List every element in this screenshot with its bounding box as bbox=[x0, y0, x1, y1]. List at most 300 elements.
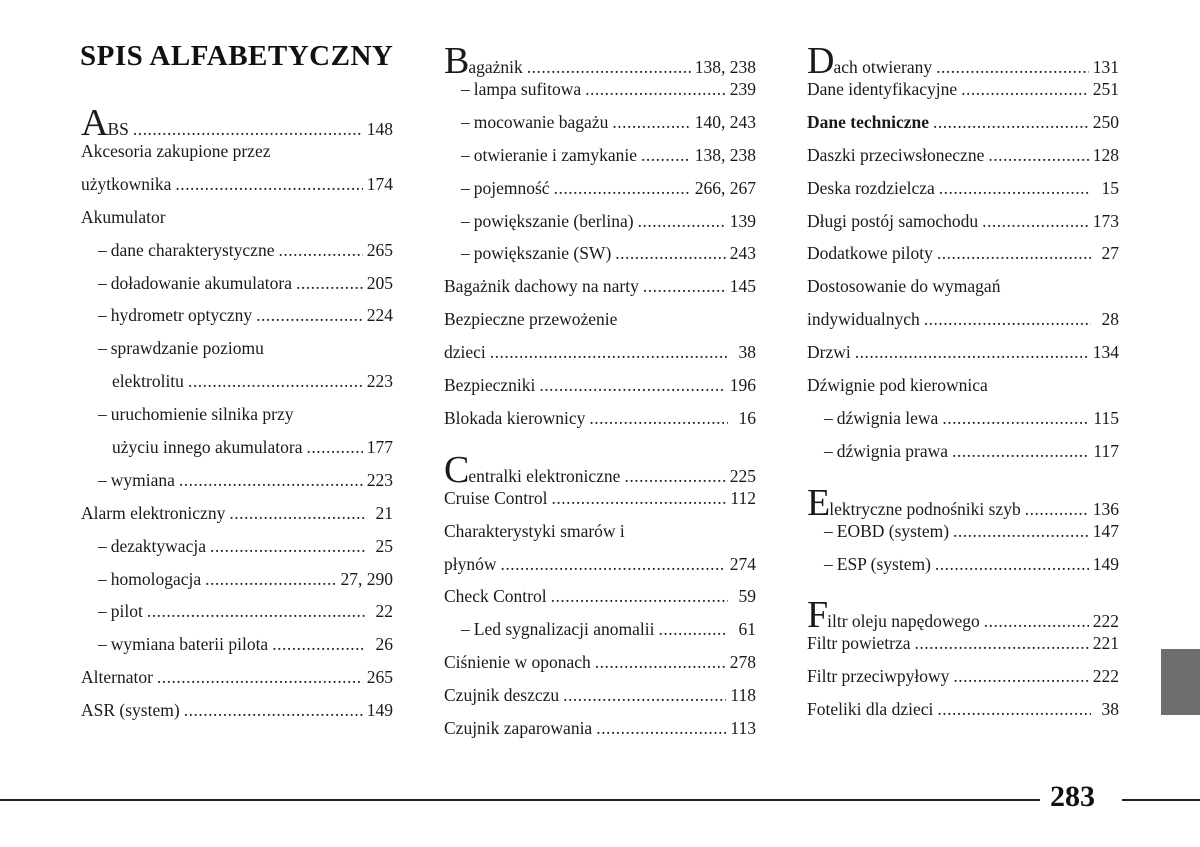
index-entry-text: powiększanie (SW) bbox=[473, 243, 612, 264]
dot-leader bbox=[952, 441, 1089, 462]
dot-leader bbox=[272, 634, 365, 655]
dot-leader bbox=[278, 240, 362, 261]
dot-leader bbox=[659, 619, 728, 640]
index-entry-label-rest: entralki elektroniczne bbox=[468, 465, 621, 486]
index-entry-label bbox=[807, 666, 949, 687]
index-entry-text: uruchomienie silnika przy bbox=[110, 404, 294, 425]
index-entry-label bbox=[807, 145, 984, 166]
index-entry-label bbox=[98, 240, 274, 261]
sub-entry-dash: – bbox=[824, 407, 833, 428]
index-entry-page: 222 bbox=[1092, 666, 1119, 687]
index-entry-page: 251 bbox=[1092, 79, 1119, 99]
index-entry bbox=[444, 79, 756, 112]
dot-leader bbox=[612, 112, 690, 133]
index-entry-text: Czujnik deszczu bbox=[444, 685, 560, 706]
index-entry-label bbox=[444, 42, 523, 80]
dot-leader bbox=[984, 611, 1089, 632]
index-entry bbox=[444, 619, 756, 652]
index-entry bbox=[81, 371, 393, 404]
index-entry bbox=[807, 408, 1119, 441]
index-entry-page: 138, 238 bbox=[694, 144, 756, 165]
index-entry-page: 112 bbox=[730, 487, 756, 508]
dot-leader bbox=[256, 305, 363, 326]
index-entry bbox=[807, 554, 1119, 587]
index-entry-text: Drzwi bbox=[807, 342, 851, 363]
sub-entry-dash: – bbox=[461, 243, 470, 264]
index-entry-label bbox=[807, 594, 980, 637]
dot-leader bbox=[624, 466, 725, 487]
dot-leader bbox=[937, 243, 1091, 264]
dot-leader bbox=[307, 437, 363, 458]
index-entry-text: homologacja bbox=[110, 568, 202, 589]
index-entry-label bbox=[444, 276, 639, 297]
index-entry-text: hydrometr optyczny bbox=[110, 305, 253, 326]
index-entry-label bbox=[81, 667, 153, 688]
index-column-3 bbox=[807, 42, 1119, 732]
index-entry-label bbox=[807, 243, 933, 264]
index-entry-text: Dodatkowe piloty bbox=[807, 243, 933, 264]
index-entry-page: 15 bbox=[1101, 177, 1119, 198]
dot-leader bbox=[563, 685, 726, 706]
sub-entry-dash: – bbox=[824, 440, 833, 461]
index-entry-label bbox=[81, 141, 270, 162]
index-entry-text: Blokada kierownicy bbox=[444, 407, 586, 428]
index-entry-label bbox=[444, 309, 617, 330]
dot-leader bbox=[147, 601, 365, 622]
section-initial-letter: F bbox=[807, 594, 828, 637]
index-entry-label bbox=[824, 441, 948, 462]
index-entry-label bbox=[807, 633, 911, 654]
dot-leader bbox=[855, 342, 1089, 363]
footer-rule bbox=[0, 799, 1040, 801]
index-entry-label bbox=[98, 536, 206, 557]
index-entry-label-rest: BS bbox=[107, 119, 129, 139]
index-entry bbox=[807, 594, 1119, 637]
dot-leader bbox=[554, 178, 691, 199]
index-entry bbox=[81, 174, 393, 207]
index-entry-text: ESP (system) bbox=[836, 553, 931, 574]
index-entry bbox=[81, 667, 393, 700]
index-entry-page: 266, 267 bbox=[694, 177, 756, 198]
index-entry-page: 149 bbox=[1092, 553, 1119, 574]
index-entry-label bbox=[444, 685, 559, 706]
index-entry-page: 145 bbox=[729, 276, 756, 297]
sub-entry-dash: – bbox=[98, 404, 107, 425]
dot-leader bbox=[585, 79, 726, 100]
sub-entry-dash: – bbox=[98, 305, 107, 326]
index-entry-text: płynów bbox=[444, 553, 497, 574]
index-entry-label bbox=[824, 408, 938, 429]
index-entry-label bbox=[444, 554, 497, 575]
index-entry-text: sprawdzanie poziomu bbox=[110, 338, 264, 359]
index-entry-page: 147 bbox=[1092, 520, 1119, 541]
index-entry bbox=[444, 309, 756, 342]
index-entry bbox=[444, 276, 756, 309]
dot-leader bbox=[915, 633, 1089, 654]
index-entry-text: lampa sufitowa bbox=[473, 79, 582, 99]
index-entry bbox=[444, 521, 756, 554]
dot-leader bbox=[205, 569, 336, 590]
index-entry bbox=[444, 112, 756, 145]
index-entry bbox=[444, 145, 756, 178]
index-entry-label bbox=[98, 305, 252, 326]
index-entry bbox=[444, 586, 756, 619]
dot-leader bbox=[175, 174, 362, 195]
index-entry-page: 38 bbox=[1101, 699, 1119, 720]
dot-leader bbox=[501, 554, 726, 575]
index-entry-text: pojemność bbox=[473, 177, 550, 198]
index-entry-page: 225 bbox=[729, 465, 756, 486]
sub-entry-dash: – bbox=[461, 619, 470, 640]
index-entry bbox=[444, 652, 756, 685]
index-entry bbox=[807, 145, 1119, 178]
index-entry bbox=[807, 243, 1119, 276]
index-entry bbox=[807, 633, 1119, 666]
index-entry-text: ASR (system) bbox=[81, 700, 180, 721]
index-entry-page: 278 bbox=[729, 652, 756, 673]
section-initial-letter: D bbox=[807, 40, 834, 82]
index-entry-label bbox=[444, 448, 621, 491]
index-entry bbox=[81, 102, 393, 144]
index-entry-text: doładowanie akumulatora bbox=[110, 272, 293, 293]
index-entry bbox=[81, 240, 393, 273]
index-entry-label bbox=[444, 586, 547, 607]
index-entry bbox=[807, 276, 1119, 309]
sub-entry-dash: – bbox=[98, 469, 107, 490]
index-entry-label-rest: agażnik bbox=[468, 57, 523, 77]
index-entry bbox=[81, 338, 393, 371]
index-entry-page: 118 bbox=[730, 685, 756, 706]
index-entry bbox=[807, 375, 1119, 408]
index-entry-page: 134 bbox=[1092, 342, 1119, 363]
index-entry-label bbox=[444, 375, 535, 396]
index-entry-text: Bezpieczniki bbox=[444, 375, 536, 396]
dot-leader bbox=[539, 375, 725, 396]
index-entry-text: Alternator bbox=[81, 667, 153, 688]
index-entry-label bbox=[807, 211, 978, 232]
index-entry bbox=[81, 601, 393, 634]
section-thumb-tab bbox=[1161, 649, 1200, 715]
index-entry-page: 61 bbox=[738, 619, 756, 640]
index-entry-page: 250 bbox=[1092, 111, 1119, 132]
index-entry-label bbox=[98, 273, 292, 294]
dot-leader bbox=[552, 488, 727, 509]
index-entry-page: 224 bbox=[366, 305, 393, 326]
index-entry bbox=[81, 437, 393, 470]
dot-leader bbox=[229, 503, 365, 524]
index-entry-page: 265 bbox=[366, 667, 393, 688]
index-entry bbox=[444, 408, 756, 441]
index-entry-page: 27, 290 bbox=[340, 568, 393, 589]
section-initial-letter: C bbox=[444, 448, 469, 491]
index-entry bbox=[444, 40, 756, 82]
dot-leader bbox=[179, 470, 363, 491]
index-entry-text: Długi postój samochodu bbox=[807, 210, 979, 231]
sub-entry-dash: – bbox=[461, 144, 470, 165]
index-entry-text: Bezpieczne przewożenie bbox=[444, 309, 618, 330]
index-entry bbox=[81, 503, 393, 536]
dot-leader bbox=[638, 211, 726, 232]
dot-leader bbox=[596, 718, 726, 739]
index-entry bbox=[444, 375, 756, 408]
index-entry-page: 173 bbox=[1092, 210, 1119, 231]
index-entry-page: 140, 243 bbox=[694, 111, 756, 132]
index-entry bbox=[807, 342, 1119, 375]
index-entry-page: 131 bbox=[1092, 57, 1119, 77]
dot-leader bbox=[935, 554, 1089, 575]
footer-rule-right bbox=[1122, 799, 1200, 801]
index-entry-label bbox=[98, 404, 293, 425]
index-entry-page: 196 bbox=[729, 375, 756, 396]
index-entry-text: dzieci bbox=[444, 342, 486, 363]
index-entry-label bbox=[807, 112, 929, 133]
index-entry-label bbox=[461, 112, 608, 133]
index-entry-text: użytkownika bbox=[81, 173, 172, 194]
index-entry-page: 139 bbox=[729, 210, 756, 231]
index-entry-label bbox=[807, 699, 933, 720]
index-entry-label bbox=[461, 79, 581, 100]
index-entry-page: 243 bbox=[729, 243, 756, 264]
index-entry-page: 221 bbox=[1092, 633, 1119, 654]
index-entry-page: 265 bbox=[366, 239, 393, 260]
index-entry-text: Alarm elektroniczny bbox=[81, 502, 226, 523]
sub-entry-dash: – bbox=[98, 535, 107, 556]
index-entry bbox=[807, 441, 1119, 474]
index-entry bbox=[807, 112, 1119, 145]
index-entry-text: dźwignia lewa bbox=[836, 407, 939, 428]
dot-leader bbox=[589, 408, 728, 429]
index-entry-label bbox=[98, 569, 201, 590]
index-entry-label bbox=[444, 652, 591, 673]
index-entry-label bbox=[81, 503, 225, 524]
index-column-2 bbox=[444, 42, 756, 751]
index-entry-text: Dźwignie pod kierownica bbox=[807, 375, 988, 396]
index-entry-page: 113 bbox=[730, 718, 756, 739]
index-entry-label-rest: ach otwierany bbox=[833, 57, 933, 77]
index-entry-page: 22 bbox=[375, 601, 393, 622]
dot-leader bbox=[937, 699, 1091, 720]
sub-entry-dash: – bbox=[461, 111, 470, 132]
index-entry-text: Akumulator bbox=[81, 206, 166, 227]
section-initial-letter: A bbox=[81, 102, 108, 144]
index-entry-label bbox=[807, 178, 935, 199]
index-entry-text: Foteliki dla dzieci bbox=[807, 699, 934, 720]
index-entry-page: 27 bbox=[1101, 243, 1119, 264]
dot-leader bbox=[184, 700, 363, 721]
sub-entry-dash: – bbox=[98, 272, 107, 293]
index-entry-page: 115 bbox=[1093, 407, 1119, 428]
index-entry-text: Akcesoria zakupione przez bbox=[81, 141, 271, 161]
index-entry-page: 136 bbox=[1092, 498, 1119, 519]
index-entry bbox=[807, 40, 1119, 82]
dot-leader bbox=[933, 112, 1089, 133]
index-entry-label bbox=[98, 601, 143, 622]
dot-leader bbox=[157, 667, 363, 688]
index-entry-text: Ciśnienie w oponach bbox=[444, 652, 591, 673]
index-entry-text: wymiana baterii pilota bbox=[110, 634, 269, 655]
index-entry-text: Bagażnik dachowy na narty bbox=[444, 276, 639, 297]
index-entry bbox=[81, 470, 393, 503]
dot-leader bbox=[942, 408, 1089, 429]
index-entry-label bbox=[444, 342, 486, 363]
index-entry-page: 174 bbox=[366, 173, 393, 194]
dot-leader bbox=[924, 309, 1091, 330]
dot-leader bbox=[936, 57, 1089, 78]
index-entry-text: Led sygnalizacji anomalii bbox=[473, 619, 655, 640]
index-entry bbox=[81, 273, 393, 306]
index-entry-page: 21 bbox=[375, 502, 393, 523]
index-entry-text: Dostosowanie do wymagań bbox=[807, 276, 1001, 297]
index-entry-label bbox=[807, 276, 1000, 297]
dot-leader bbox=[210, 536, 365, 557]
index-entry-text: mocowanie bagażu bbox=[473, 111, 609, 132]
index-entry bbox=[807, 699, 1119, 732]
sub-entry-dash: – bbox=[461, 177, 470, 198]
index-entry bbox=[807, 521, 1119, 554]
sub-entry-dash: – bbox=[461, 79, 470, 99]
index-entry-label bbox=[461, 243, 611, 264]
index-entry-page: 138, 238 bbox=[694, 57, 756, 77]
index-entry bbox=[81, 536, 393, 569]
sub-entry-dash: – bbox=[98, 634, 107, 655]
index-entry-text: Czujnik zaparowania bbox=[444, 718, 593, 739]
index-entry bbox=[444, 448, 756, 491]
index-entry-label bbox=[807, 79, 957, 100]
index-entry-text: Check Control bbox=[444, 586, 547, 607]
index-entry-label bbox=[98, 470, 175, 491]
index-entry bbox=[444, 488, 756, 521]
index-entry-page: 223 bbox=[366, 469, 393, 490]
index-entry bbox=[807, 178, 1119, 211]
dot-leader bbox=[641, 145, 691, 166]
index-entry-text: Dane identyfikacyjne bbox=[807, 79, 958, 99]
index-entry-page: 148 bbox=[366, 119, 393, 139]
index-entry bbox=[444, 178, 756, 211]
dot-leader bbox=[133, 119, 363, 140]
index-entry-label bbox=[444, 408, 585, 429]
index-entry-page: 223 bbox=[366, 371, 393, 392]
index-entry-label bbox=[98, 338, 264, 359]
index-entry bbox=[444, 243, 756, 276]
index-entry-page: 38 bbox=[738, 342, 756, 363]
index-entry-label bbox=[81, 207, 166, 228]
index-entry-text: dźwignia prawa bbox=[836, 440, 949, 461]
index-entry bbox=[807, 666, 1119, 699]
index-entry-label bbox=[807, 375, 988, 396]
sub-entry-dash: – bbox=[98, 239, 107, 260]
index-entry-text: Filtr powietrza bbox=[807, 633, 911, 654]
index-entry-page: 205 bbox=[366, 272, 393, 293]
index-entry-label bbox=[461, 211, 634, 232]
index-entry-text: elektrolitu bbox=[112, 371, 184, 392]
index-entry-text: pilot bbox=[110, 601, 143, 622]
dot-leader bbox=[961, 79, 1089, 100]
index-entry-page: 177 bbox=[366, 437, 393, 458]
dot-leader bbox=[953, 521, 1089, 542]
index-entry-text: Cruise Control bbox=[444, 487, 548, 508]
index-entry-text: Filtr przeciwpyłowy bbox=[807, 666, 950, 687]
index-entry-label bbox=[824, 554, 931, 575]
index-entry-text: Daszki przeciwsłoneczne bbox=[807, 144, 985, 165]
index-entry-label bbox=[81, 104, 129, 142]
index-entry-label bbox=[807, 342, 851, 363]
index-entry bbox=[81, 404, 393, 437]
index-entry bbox=[807, 481, 1119, 524]
index-entry-text: Dane techniczne bbox=[807, 111, 929, 132]
index-entry-label bbox=[461, 619, 655, 640]
index-entry-label bbox=[98, 634, 268, 655]
index-entry-label bbox=[444, 718, 592, 739]
dot-leader bbox=[643, 276, 726, 297]
index-entry-label bbox=[807, 42, 932, 80]
index-column-1 bbox=[81, 104, 393, 733]
dot-leader bbox=[551, 586, 728, 607]
section-initial-letter: B bbox=[444, 40, 469, 82]
dot-leader bbox=[939, 178, 1091, 199]
index-entry-page: 239 bbox=[729, 79, 756, 99]
dot-leader bbox=[953, 666, 1088, 687]
index-entry-label bbox=[444, 521, 625, 542]
index-entry bbox=[81, 700, 393, 733]
index-entry-text: wymiana bbox=[110, 469, 175, 490]
dot-leader bbox=[1025, 499, 1089, 520]
dot-leader bbox=[490, 342, 728, 363]
index-entry-label-rest: lektryczne podnośniki szyb bbox=[829, 498, 1021, 519]
page-title: SPIS ALFABETYCZNY bbox=[80, 40, 394, 72]
index-entry bbox=[444, 211, 756, 244]
index-entry-label-rest: iltr oleju napędowego bbox=[827, 611, 980, 632]
index-entry-page: 28 bbox=[1101, 309, 1119, 330]
index-entry-text: EOBD (system) bbox=[836, 520, 950, 541]
section-initial-letter: E bbox=[807, 481, 830, 524]
index-entry-text: Charakterystyki smarów i bbox=[444, 520, 625, 541]
index-entry bbox=[444, 342, 756, 375]
index-entry-label bbox=[824, 521, 949, 542]
index-entry bbox=[81, 305, 393, 338]
index-entry-text: powiększanie (berlina) bbox=[473, 210, 634, 231]
index-entry-page: 26 bbox=[375, 634, 393, 655]
sub-entry-dash: – bbox=[824, 553, 833, 574]
index-entry-text: Deska rozdzielcza bbox=[807, 177, 935, 198]
index-entry-page: 128 bbox=[1092, 144, 1119, 165]
index-entry bbox=[807, 211, 1119, 244]
index-entry-text: dezaktywacja bbox=[110, 535, 206, 556]
dot-leader bbox=[988, 145, 1088, 166]
index-entry-label bbox=[461, 145, 637, 166]
index-entry-text: dane charakterystyczne bbox=[110, 239, 275, 260]
index-entry bbox=[81, 634, 393, 667]
index-entry bbox=[81, 207, 393, 240]
index-entry bbox=[444, 718, 756, 751]
sub-entry-dash: – bbox=[98, 568, 107, 589]
sub-entry-dash: – bbox=[98, 601, 107, 622]
index-entry-label bbox=[461, 178, 550, 199]
index-entry bbox=[444, 554, 756, 587]
index-entry-label bbox=[807, 481, 1021, 524]
dot-leader bbox=[296, 273, 363, 294]
index-entry-text: indywidualnych bbox=[807, 309, 920, 330]
dot-leader bbox=[982, 211, 1089, 232]
index-entry-label bbox=[81, 700, 180, 721]
sub-entry-dash: – bbox=[98, 338, 107, 359]
index-entry-page: 59 bbox=[738, 586, 756, 607]
index-entry-page: 25 bbox=[375, 535, 393, 556]
index-entry bbox=[81, 141, 393, 174]
dot-leader bbox=[188, 371, 363, 392]
index-entry-page: 117 bbox=[1093, 440, 1119, 461]
index-entry-label bbox=[112, 437, 303, 458]
index-entry-label bbox=[807, 309, 920, 330]
